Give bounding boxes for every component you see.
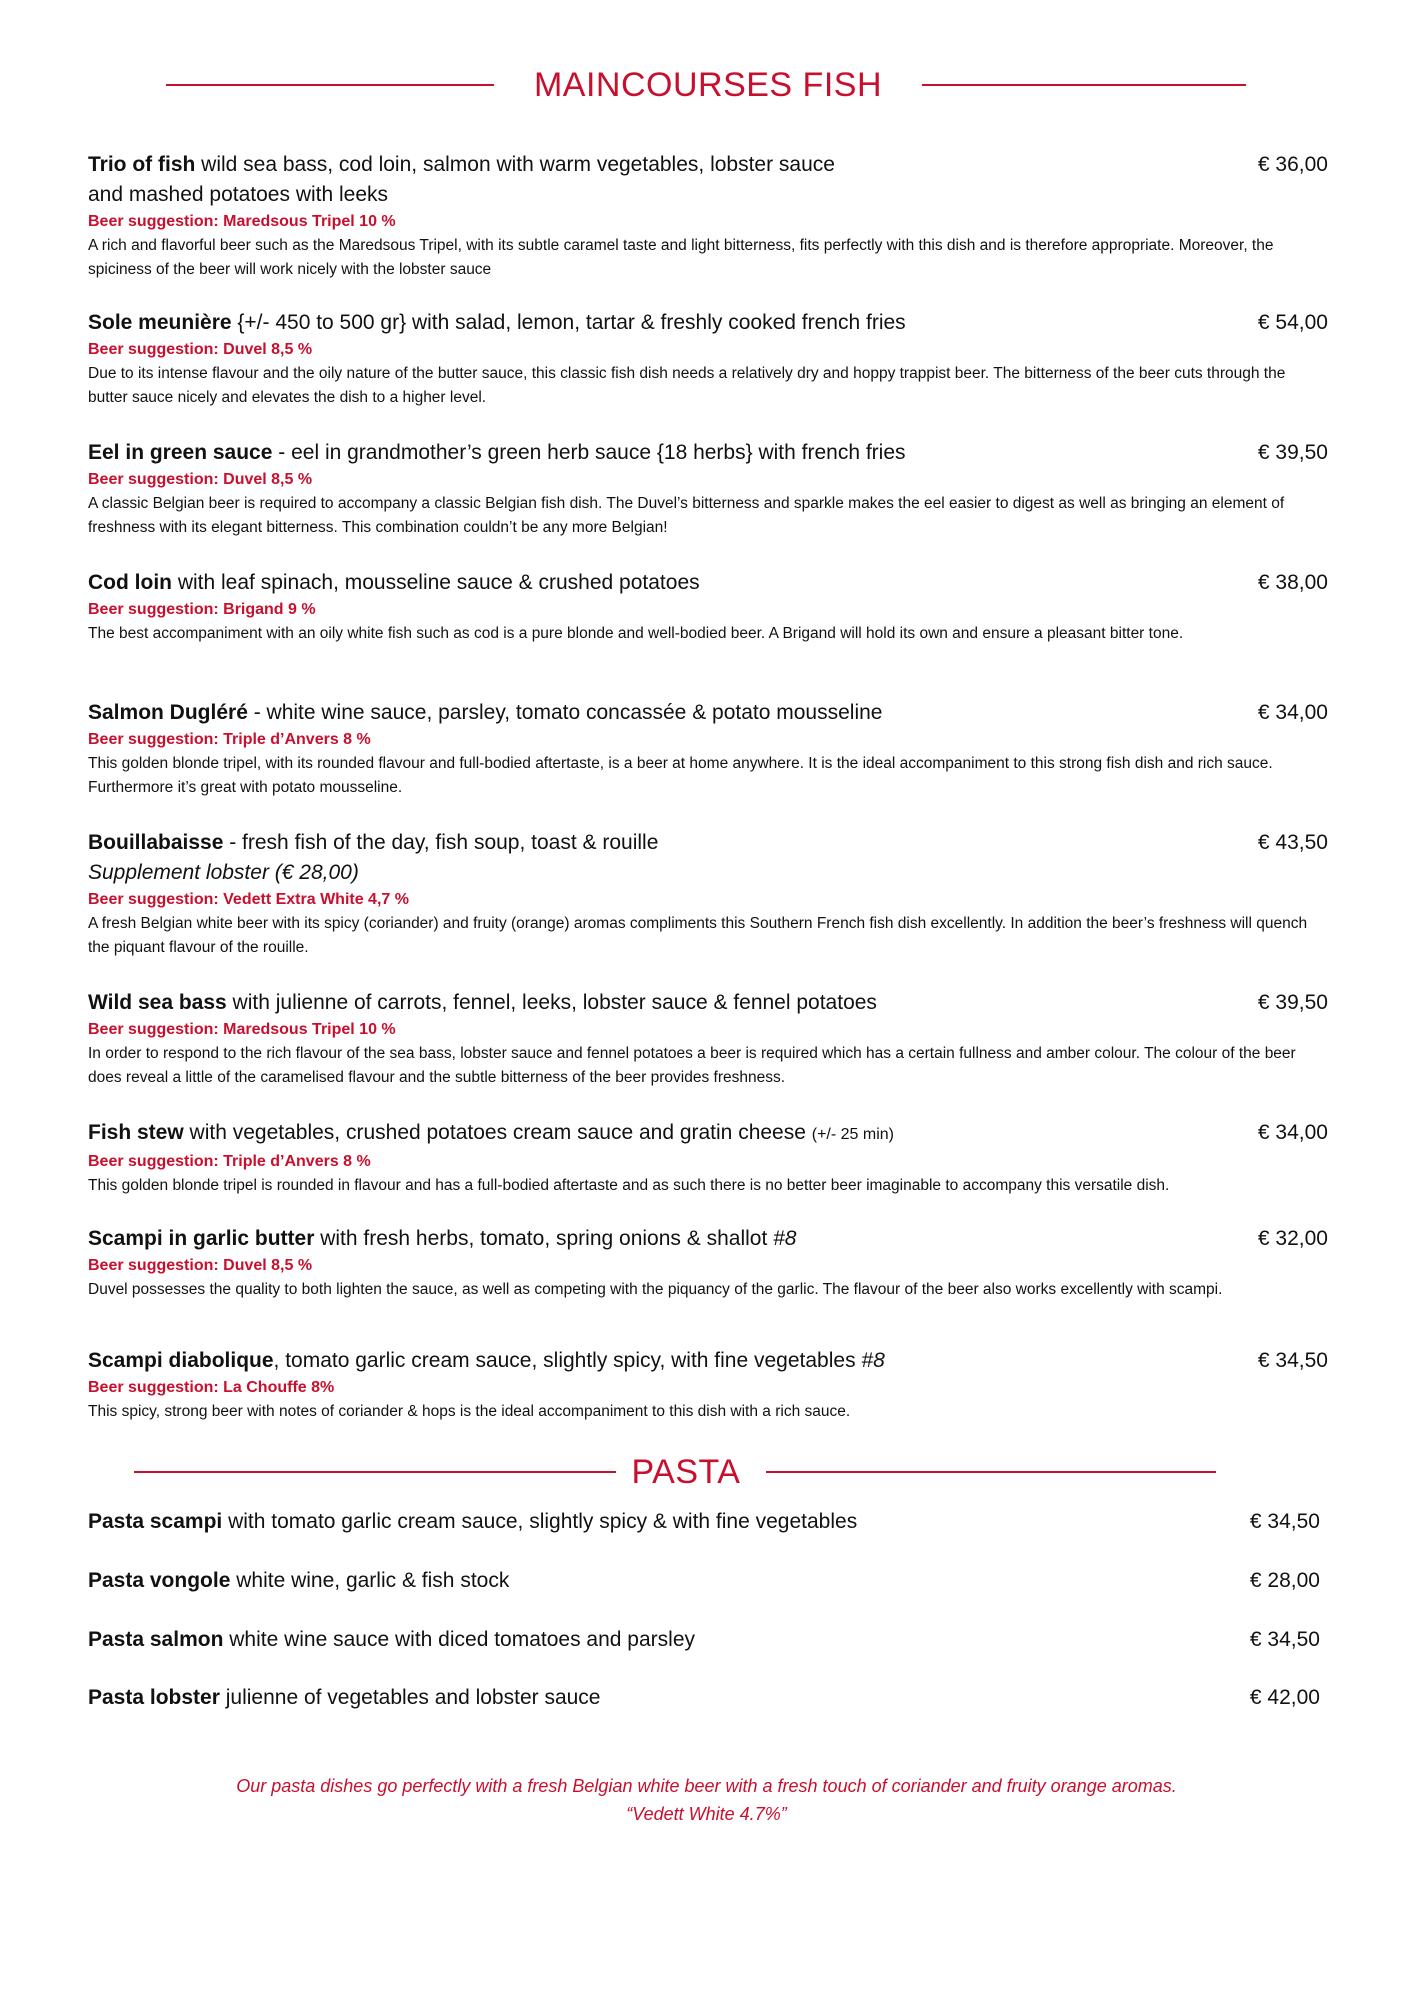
fish-section-title: MAINCOURSES FISH	[533, 66, 883, 104]
fish-section-header	[0, 60, 1413, 110]
dish-scampi-diabolique	[88, 1346, 1328, 1424]
beer-suggestion: Beer suggestion: Duvel 8,5 %	[88, 1257, 313, 1274]
dish-name: Fish stew	[88, 1121, 184, 1144]
dish-title-line	[88, 438, 1198, 468]
dish-price: € 36,00	[1257, 153, 1328, 176]
dish-title-line	[88, 1224, 1198, 1254]
pasta-item-salmon	[88, 1625, 1320, 1655]
dish-name: Pasta vongole	[88, 1569, 231, 1592]
beer-suggestion: Beer suggestion: Maredsous Tripel 10 %	[88, 213, 396, 230]
dish-title-line	[88, 1118, 1198, 1150]
dish-description: wild sea bass, cod loin, salmon with warm vegetables, lobster sauce	[195, 153, 835, 176]
dish-description: white wine, garlic & fish stock	[230, 1569, 510, 1592]
beer-suggestion: Beer suggestion: La Chouffe 8%	[88, 1379, 335, 1396]
header-rule-right	[766, 1471, 1216, 1473]
dish-description: julienne of vegetables and lobster sauce	[219, 1686, 601, 1709]
pasta-item-lobster	[88, 1683, 1320, 1713]
beer-suggestion: Beer suggestion: Brigand 9 %	[88, 601, 316, 618]
dish-name: Bouillabaisse	[88, 831, 224, 854]
dish-name: Trio of fish	[88, 153, 196, 176]
dish-description: , tomato garlic cream sauce, slightly spicy, with fine vegetables	[273, 1349, 862, 1372]
dish-tag: #8	[861, 1349, 885, 1372]
dish-price: € 43,50	[1257, 831, 1328, 854]
dish-title-line	[88, 1625, 1320, 1655]
dish-name: Pasta salmon	[88, 1628, 224, 1651]
beer-suggestion: Beer suggestion: Triple d’Anvers 8 %	[88, 1153, 371, 1170]
dish-title-line	[88, 150, 1198, 180]
dish-price: € 54,00	[1257, 311, 1328, 334]
dish-description: - fresh fish of the day, fish soup, toast & rouille	[223, 831, 659, 854]
beer-notes: This golden blonde tripel, with its rounded flavour and full-bodied aftertaste, is a beer at home anywhere. It is the ideal accompaniment to this strong fish dish and rich sauce. Furthermore it’s great with potato mousseline.	[88, 755, 1273, 796]
beer-notes: This golden blonde tripel is rounded in flavour and has a full-bodied aftertaste and as such there is no better beer imaginable to accompany this versatile dish.	[88, 1177, 1170, 1194]
dish-description-cont: and mashed potatoes with leeks	[88, 183, 389, 206]
dish-name: Salmon Dugléré	[88, 701, 248, 724]
beer-notes: Due to its intense flavour and the oily nature of the butter sauce, this classic fish dish needs a relatively dry and hoppy trappist beer. The bitterness of the beer cuts through the butter sauce nicely and elevates the dish to a higher level.	[88, 365, 1286, 406]
dish-eel-in-green-sauce	[88, 438, 1328, 540]
dish-description: with fresh herbs, tomato, spring onions & shallot	[314, 1227, 774, 1250]
dish-title-line	[88, 1566, 1320, 1596]
header-rule-left	[166, 84, 494, 86]
dish-description: white wine sauce with diced tomatoes and parsley	[223, 1628, 695, 1651]
dish-fish-stew	[88, 1118, 1328, 1198]
beer-notes: A rich and flavorful beer such as the Maredsous Tripel, with its subtle caramel taste and light bitterness, fits perfectly with this dish and is therefore appropriate. Moreover, the spiciness of the beer will work nicely with the lobster sauce	[88, 237, 1274, 278]
beer-notes: Duvel possesses the quality to both lighten the sauce, as well as competing with the piquancy of the garlic. The flavour of the beer also works excellently with scampi.	[88, 1281, 1223, 1298]
dish-price: € 38,00	[1257, 571, 1328, 594]
dish-price: € 34,50	[1249, 1628, 1320, 1651]
dish-price: € 42,00	[1249, 1686, 1320, 1709]
dish-title-line	[88, 828, 1198, 858]
pasta-beer-footnote	[0, 1772, 1413, 1828]
dish-description: with julienne of carrots, fennel, leeks, lobster sauce & fennel potatoes	[226, 991, 877, 1014]
beer-notes: A fresh Belgian white beer with its spicy (coriander) and fruity (orange) aromas compliments this Southern French fish dish excellently. In addition the beer’s freshness will quench the piquant flavour of the rouille.	[88, 915, 1308, 956]
dish-description: with tomato garlic cream sauce, slightly spicy & with fine vegetables	[222, 1510, 858, 1533]
beer-notes: In order to respond to the rich flavour of the sea bass, lobster sauce and fennel potatoes a beer is required which has a certain fullness and amber colour. The colour of the beer does reveal a little of the caramelised flavour and the subtle bitterness of the beer provides freshness.	[88, 1045, 1296, 1086]
dish-name: Scampi diabolique	[88, 1349, 274, 1372]
header-rule-right	[922, 84, 1246, 86]
beer-suggestion: Beer suggestion: Vedett Extra White 4,7 %	[88, 891, 409, 908]
dish-sole-meuniere	[88, 308, 1328, 410]
dish-price: € 34,00	[1257, 1121, 1328, 1144]
pasta-item-scampi	[88, 1507, 1320, 1537]
beer-notes: A classic Belgian beer is required to accompany a classic Belgian fish dish. The Duvel’s bitterness and sparkle makes the eel easier to digest as well as bringing an element of freshness with its elegant bitterness. This combination couldn’t be any more Belgian!	[88, 495, 1285, 536]
dish-price: € 34,50	[1257, 1349, 1328, 1372]
beer-suggestion: Beer suggestion: Maredsous Tripel 10 %	[88, 1021, 396, 1038]
dish-name: Sole meunière	[88, 311, 232, 334]
dish-title-line	[88, 698, 1198, 728]
dish-name: Pasta lobster	[88, 1686, 220, 1709]
dish-bouillabaisse	[88, 828, 1328, 960]
pasta-item-vongole	[88, 1566, 1320, 1596]
footnote-line-2: “Vedett White 4.7%”	[626, 1804, 787, 1824]
dish-name: Scampi in garlic butter	[88, 1227, 315, 1250]
dish-scampi-garlic-butter	[88, 1224, 1328, 1302]
dish-price: € 39,50	[1257, 441, 1328, 464]
dish-title-line	[88, 988, 1198, 1018]
footnote-line-1: Our pasta dishes go perfectly with a fresh Belgian white beer with a fresh touch of coriander and fruity orange aromas.	[236, 1776, 1177, 1796]
dish-price: € 28,00	[1249, 1569, 1320, 1592]
pasta-section-title: PASTA	[631, 1453, 741, 1491]
dish-description: with leaf spinach, mousseline sauce & crushed potatoes	[171, 571, 700, 594]
beer-notes: This spicy, strong beer with notes of coriander & hops is the ideal accompaniment to this dish with a rich sauce.	[88, 1403, 851, 1420]
dish-trio-of-fish	[88, 150, 1328, 282]
dish-price: € 34,00	[1257, 701, 1328, 724]
dish-wild-sea-bass	[88, 988, 1328, 1090]
beer-notes: The best accompaniment with an oily white fish such as cod is a pure blonde and well-bodied beer. A Brigand will hold its own and ensure a pleasant bitter tone.	[88, 625, 1184, 642]
dish-title-line	[88, 568, 1198, 598]
dish-title-line	[88, 1346, 1198, 1376]
dish-description: {+/- 450 to 500 gr} with salad, lemon, tartar & freshly cooked french fries	[231, 311, 906, 334]
dish-prep-time: (+/- 25 min)	[811, 1126, 894, 1143]
dish-description: - white wine sauce, parsley, tomato concassée & potato mousseline	[247, 701, 883, 724]
dish-name: Wild sea bass	[88, 991, 227, 1014]
dish-description: with vegetables, crushed potatoes cream sauce and gratin cheese	[183, 1121, 812, 1144]
dish-cod-loin	[88, 568, 1328, 646]
dish-supplement: Supplement lobster (€ 28,00)	[88, 861, 359, 884]
dish-name: Eel in green sauce	[88, 441, 273, 464]
dish-tag: #8	[773, 1227, 797, 1250]
dish-description: - eel in grandmother’s green herb sauce {18 herbs} with french fries	[272, 441, 906, 464]
header-rule-left	[134, 1471, 616, 1473]
dish-name: Pasta scampi	[88, 1510, 223, 1533]
pasta-section-header	[0, 1447, 1413, 1497]
dish-title-line	[88, 308, 1198, 338]
dish-price: € 34,50	[1249, 1510, 1320, 1533]
beer-suggestion: Beer suggestion: Duvel 8,5 %	[88, 471, 313, 488]
dish-title-line	[88, 1507, 1320, 1537]
dish-name: Cod loin	[88, 571, 172, 594]
dish-price: € 32,00	[1257, 1227, 1328, 1250]
beer-suggestion: Beer suggestion: Triple d’Anvers 8 %	[88, 731, 371, 748]
dish-salmon-duglere	[88, 698, 1328, 800]
dish-title-line	[88, 1683, 1320, 1713]
dish-price: € 39,50	[1257, 991, 1328, 1014]
beer-suggestion: Beer suggestion: Duvel 8,5 %	[88, 341, 313, 358]
